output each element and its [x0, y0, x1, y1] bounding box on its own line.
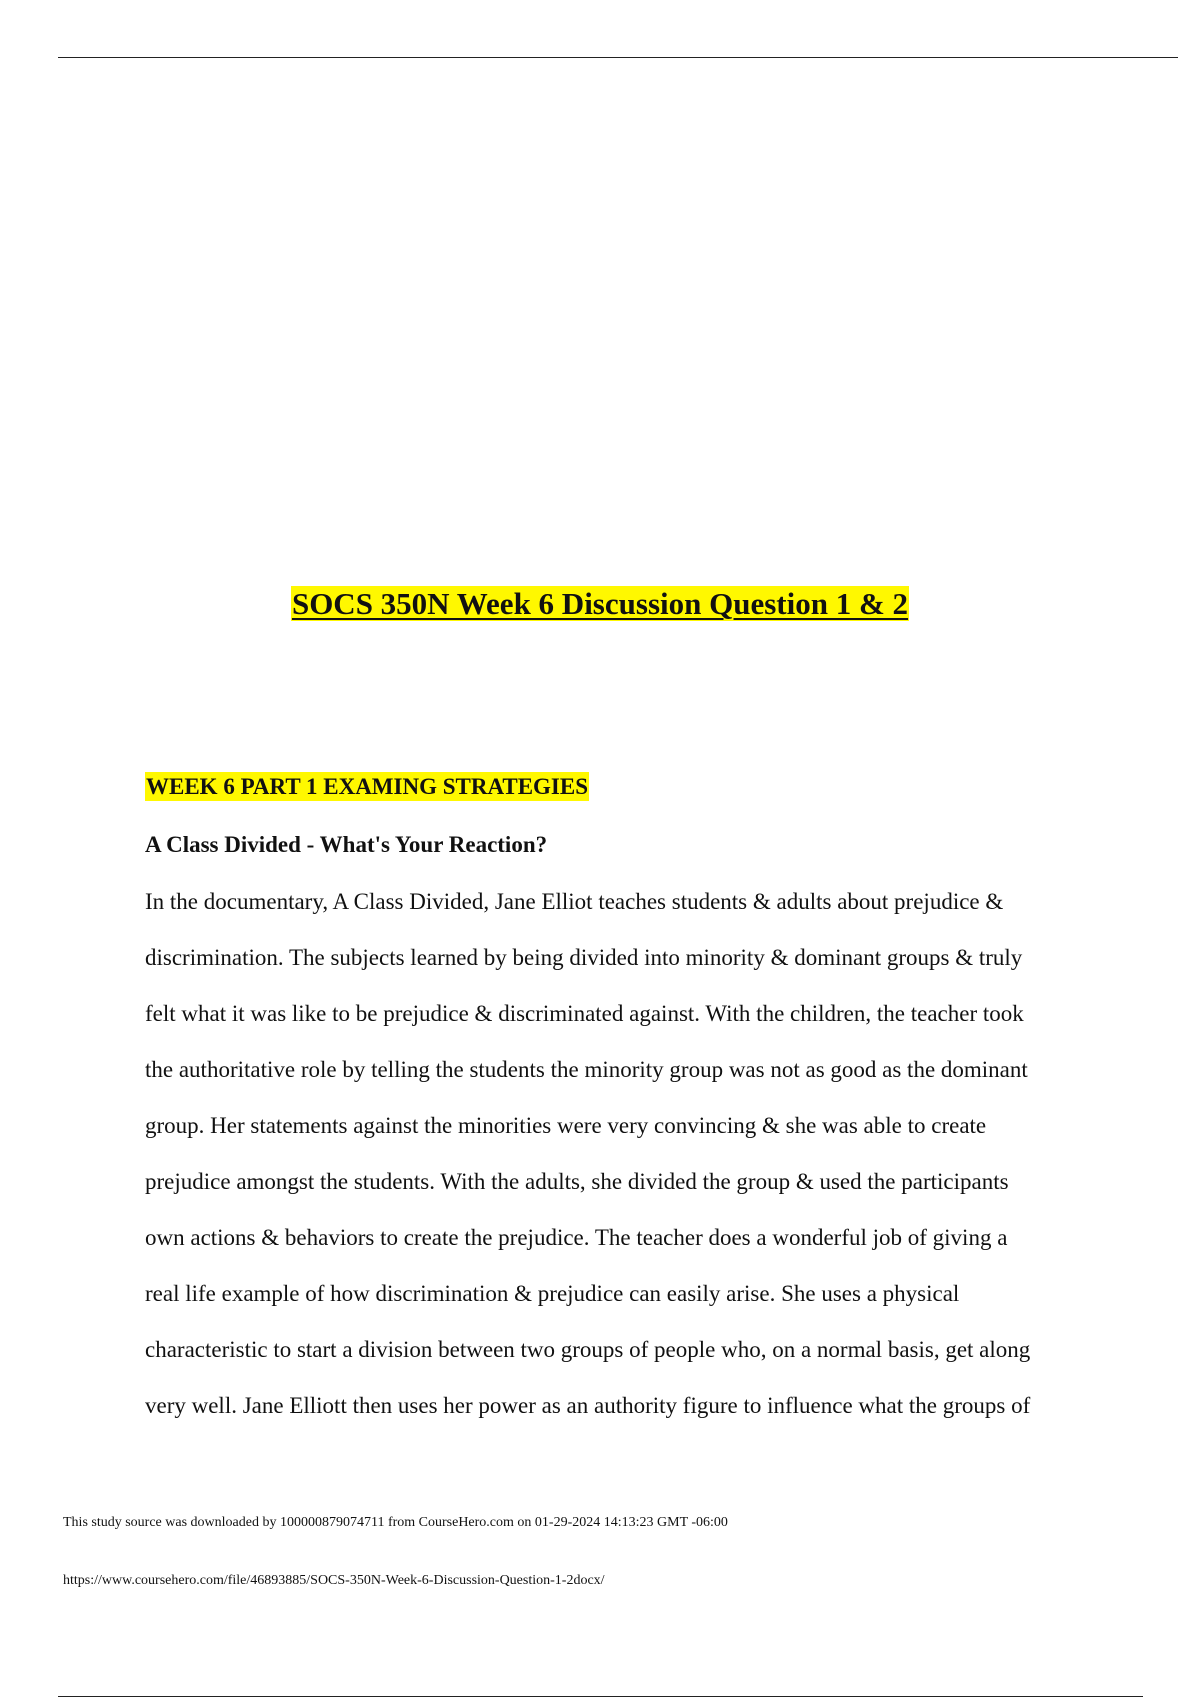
- body-line: the authoritative role by telling the students the minority group was not as good as the dominant: [145, 1057, 1028, 1082]
- body-line: own actions & behaviors to create the prejudice. The teacher does a wonderful job of giving a: [145, 1225, 1008, 1250]
- body-line: very well. Jane Elliott then uses her power as an authority figure to influence what the groups of: [145, 1393, 1031, 1418]
- footer-url: https://www.coursehero.com/file/46893885/SOCS-350N-Week-6-Discussion-Question-1-2docx/: [63, 1573, 605, 1588]
- body-line: real life example of how discrimination & prejudice can easily arise. She uses a physical: [145, 1281, 960, 1306]
- body-line: felt what it was like to be prejudice & discriminated against. With the children, the teacher took: [145, 1001, 1024, 1026]
- document-title-text: SOCS 350N Week 6 Discussion Question 1 & 2: [291, 586, 909, 621]
- body-line: discrimination. The subjects learned by being divided into minority & dominant groups & truly: [145, 945, 1023, 970]
- body-line: In the documentary, A Class Divided, Jane Elliot teaches students & adults about prejudice &: [145, 889, 1004, 914]
- body-line: prejudice amongst the students. With the adults, she divided the group & used the participants: [145, 1169, 1009, 1194]
- sub-heading: A Class Divided - What's Your Reaction?: [145, 832, 548, 857]
- top-rule: [58, 57, 1178, 58]
- document-title: [0, 586, 1200, 622]
- section-heading: [145, 774, 589, 800]
- footer-source-notice: This study source was downloaded by 100000879074711 from CourseHero.com on 01-29-2024 14:13:23 GMT -06:00: [63, 1515, 728, 1530]
- body-paragraph: [145, 885, 1105, 1445]
- body-line: characteristic to start a division between two groups of people who, on a normal basis, get along: [145, 1337, 1031, 1362]
- body-line: group. Her statements against the minorities were very convincing & she was able to create: [145, 1113, 987, 1138]
- section-heading-text: WEEK 6 PART 1 EXAMING STRATEGIES: [146, 774, 589, 799]
- bottom-rule: [58, 1696, 1143, 1697]
